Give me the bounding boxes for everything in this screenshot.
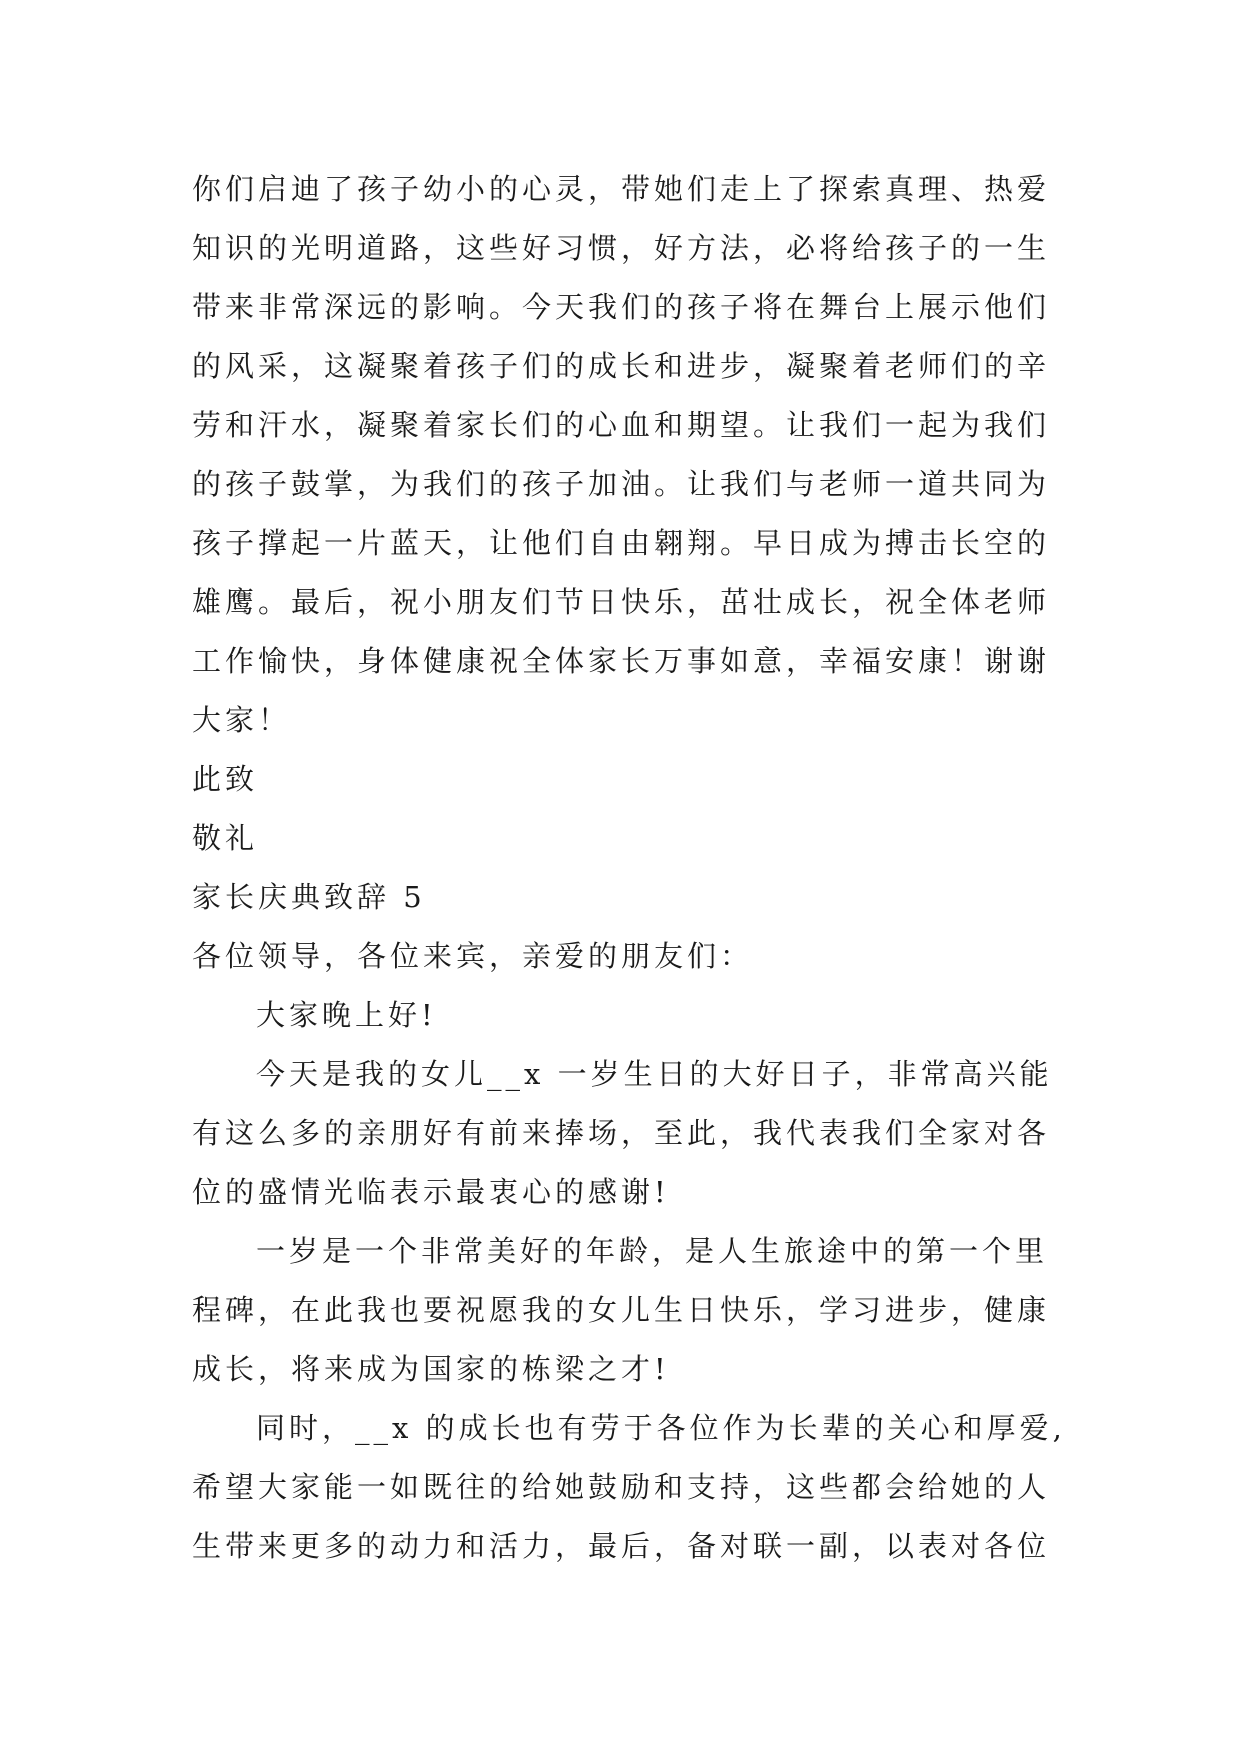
text-line: 的风采，这凝聚着孩子们的成长和进步，凝聚着老师们的辛 <box>192 349 1051 383</box>
text-line: 程碑，在此我也要祝愿我的女儿生日快乐，学习进步，健康 <box>192 1293 1051 1327</box>
closing-line: 敬礼 <box>192 821 259 855</box>
text-line: 今天是我的女儿__x 一岁生日的大好日子，非常高兴能 <box>256 1057 1053 1091</box>
text-line: 生带来更多的动力和活力，最后，备对联一副，以表对各位 <box>192 1529 1051 1563</box>
document-body <box>192 160 1066 1576</box>
text-line: 成长，将来成为国家的栋梁之才! <box>192 1352 670 1386</box>
text-line: 大家！ <box>192 703 292 737</box>
text-line: 知识的光明道路，这些好习惯，好方法，必将给孩子的一生 <box>192 231 1051 265</box>
greeting: 大家晚上好! <box>256 998 437 1032</box>
text-line: 位的盛情光临表示最衷心的感谢! <box>192 1175 670 1209</box>
text-line: 希望大家能一如既往的给她鼓励和支持，这些都会给她的人 <box>192 1470 1051 1504</box>
text-line: 你们启迪了孩子幼小的心灵，带她们走上了探索真理、热爱 <box>192 172 1051 206</box>
text-line: 工作愉快，身体健康祝全体家长万事如意，幸福安康！谢谢 <box>192 644 1051 678</box>
text-line: 的孩子鼓掌，为我们的孩子加油。让我们与老师一道共同为 <box>192 467 1051 501</box>
text-line: 孩子撑起一片蓝天，让他们自由翱翔。早日成为搏击长空的 <box>192 526 1051 560</box>
text-line: 带来非常深远的影响。今天我们的孩子将在舞台上展示他们 <box>192 290 1051 324</box>
text-line: 雄鹰。最后，祝小朋友们节日快乐，茁壮成长，祝全体老师 <box>192 585 1051 619</box>
section-heading: 家长庆典致辞 5 <box>192 880 426 914</box>
text-line: 一岁是一个非常美好的年龄，是人生旅途中的第一个里 <box>256 1234 1049 1268</box>
text-line: 劳和汗水，凝聚着家长们的心血和期望。让我们一起为我们 <box>192 408 1051 442</box>
text-line: 有这么多的亲朋好有前来捧场，至此，我代表我们全家对各 <box>192 1116 1051 1150</box>
text-line: 同时，__x 的成长也有劳于各位作为长辈的关心和厚爱, <box>256 1411 1066 1445</box>
salutation: 各位领导，各位来宾，亲爱的朋友们： <box>192 939 754 973</box>
closing-line: 此致 <box>192 762 259 796</box>
